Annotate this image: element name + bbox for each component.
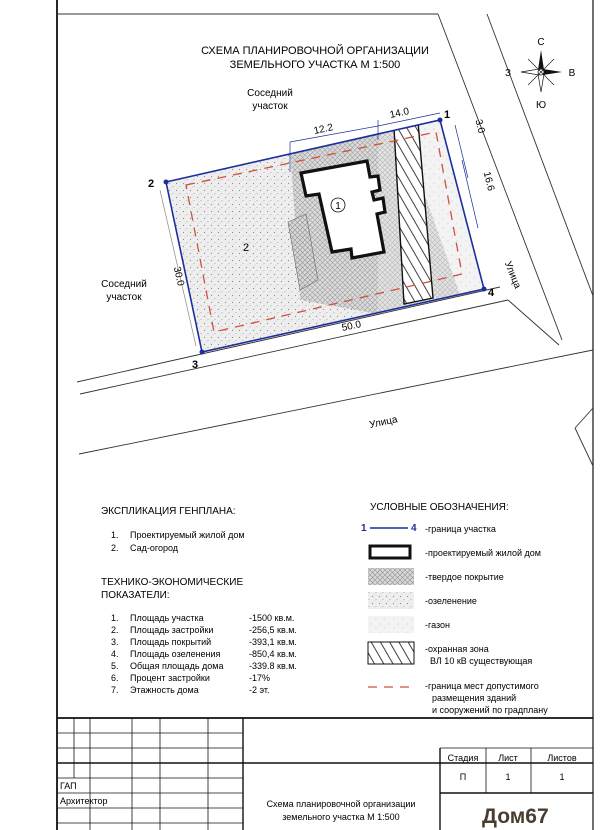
svg-text:1: 1	[335, 201, 341, 212]
neighbor-left-line2: участок	[106, 292, 142, 303]
legend	[361, 523, 548, 715]
explication-num: 2.	[111, 543, 119, 553]
legend-boundary	[361, 523, 496, 534]
compass-east: В	[568, 68, 576, 79]
svg-text:-1500 кв.м.: -1500 кв.м.	[249, 613, 295, 623]
svg-text:1: 1	[361, 523, 367, 534]
compass-north: С	[537, 37, 545, 48]
explication-text: Проектируемый жилой дом	[130, 530, 245, 540]
point-3: 3	[192, 359, 199, 371]
svg-text:размещения зданий: размещения зданий	[432, 693, 517, 703]
svg-text:3.: 3.	[111, 637, 119, 647]
site-plot	[164, 118, 487, 355]
svg-text:-газон: -газон	[425, 620, 450, 630]
stamp-role-gap: ГАП	[60, 781, 77, 791]
svg-text:-850,4 кв.м.: -850,4 кв.м.	[249, 649, 297, 659]
point-4: 4	[488, 287, 495, 299]
svg-text:7.: 7.	[111, 685, 119, 695]
dim-16-6: 16.6	[480, 170, 497, 193]
neighbor-top-line1: Соседний	[247, 88, 293, 99]
svg-text:5.: 5.	[111, 661, 119, 671]
street-right: Улица	[501, 259, 523, 291]
svg-text:Дом67: Дом67	[482, 805, 549, 828]
svg-text:-339.8 кв.м.: -339.8 кв.м.	[249, 661, 297, 671]
neighbor-top-line2: участок	[252, 101, 288, 112]
svg-text:-393,1 кв.м.: -393,1 кв.м.	[249, 637, 297, 647]
svg-text:-твердое покрытие: -твердое покрытие	[425, 572, 504, 582]
dim-12-2: 12.2	[312, 122, 335, 137]
svg-text:-проектируемый жилой дом: -проектируемый жилой дом	[425, 548, 541, 558]
explication-list	[111, 530, 245, 553]
dim-30-0: 30.0	[170, 265, 186, 288]
svg-text:-охранная зона: -охранная зона	[425, 644, 489, 654]
svg-text:6.: 6.	[111, 673, 119, 683]
stamp-desc-line2: земельного участка М 1:500	[282, 812, 400, 822]
svg-text:4.: 4.	[111, 649, 119, 659]
plan-title-line1: СХЕМА ПЛАНИРОВОЧНОЙ ОРГАНИЗАЦИИ	[201, 45, 429, 57]
legend-lawn	[368, 616, 450, 633]
svg-text:2.: 2.	[111, 625, 119, 635]
stamp-sheet-value: 1	[505, 772, 511, 782]
dom67-logo	[480, 802, 584, 828]
svg-text:4: 4	[411, 523, 417, 534]
explication-num: 1.	[111, 530, 119, 540]
neighbor-left-line1: Соседний	[101, 279, 147, 290]
tech-title-line2: ПОКАЗАТЕЛИ:	[101, 590, 170, 601]
svg-text:Площадь участка: Площадь участка	[130, 613, 204, 623]
explication-title: ЭКСПЛИКАЦИЯ ГЕНПЛАНА:	[101, 506, 236, 517]
svg-text:-2 эт.: -2 эт.	[249, 685, 270, 695]
svg-text:Площадь озеленения: Площадь озеленения	[130, 649, 221, 659]
tech-list	[111, 613, 297, 695]
street-bottom: Улица	[368, 414, 399, 431]
svg-text:-граница участка: -граница участка	[425, 524, 496, 534]
svg-text:-17%: -17%	[249, 673, 271, 683]
compass-south: Ю	[535, 100, 547, 111]
stamp-role-architect: Архитектор	[60, 796, 108, 806]
svg-text:-256,5 кв.м.: -256,5 кв.м.	[249, 625, 297, 635]
svg-text:Общая площадь дома: Общая площадь дома	[130, 661, 224, 671]
svg-text:Площадь покрытий: Площадь покрытий	[130, 637, 212, 647]
stamp-stage-value: П	[459, 772, 467, 782]
stamp-stage-header: Стадия	[447, 753, 479, 763]
svg-text:ВЛ 10 кВ существующая: ВЛ 10 кВ существующая	[430, 656, 533, 666]
stamp-desc-line1: Схема планировочной организации	[266, 799, 416, 809]
dim-3-0: 3.0	[472, 118, 487, 135]
zone-label-house	[331, 198, 345, 212]
svg-text:1.: 1.	[111, 613, 119, 623]
svg-text:и сооружений по градплану: и сооружений по градплану	[432, 705, 548, 715]
legend-house	[370, 546, 541, 558]
svg-text:Процент застройки: Процент застройки	[130, 673, 210, 683]
compass-west: З	[504, 68, 512, 79]
svg-text:Площадь застройки: Площадь застройки	[130, 625, 214, 635]
legend-hard-surface	[368, 568, 504, 585]
legend-title: УСЛОВНЫЕ ОБОЗНАЧЕНИЯ:	[370, 502, 509, 513]
legend-protection-zone	[368, 642, 532, 666]
svg-text:-граница мест допустимого: -граница мест допустимого	[425, 681, 539, 691]
stamp-sheets-header: Листов	[547, 753, 577, 763]
stamp-sheets-value: 1	[559, 772, 565, 782]
explication-text: Сад-огород	[130, 543, 179, 553]
svg-text:-озеленение: -озеленение	[425, 596, 477, 606]
legend-placement-limit	[368, 681, 548, 715]
svg-text:Этажность дома: Этажность дома	[130, 685, 199, 695]
point-1: 1	[444, 109, 451, 121]
compass-rose	[505, 37, 576, 111]
dim-14-0: 14.0	[388, 106, 411, 121]
zone-label-garden: 2	[242, 242, 250, 254]
stamp-sheet-header: Лист	[498, 753, 518, 763]
dim-50-0: 50.0	[340, 319, 363, 334]
tech-title-line1: ТЕХНИКО-ЭКОНОМИЧЕСКИЕ	[101, 577, 244, 588]
plan-title-line2: ЗЕМЕЛЬНОГО УЧАСТКА М 1:500	[229, 59, 401, 71]
legend-greenery	[368, 592, 477, 609]
point-2: 2	[148, 178, 155, 190]
